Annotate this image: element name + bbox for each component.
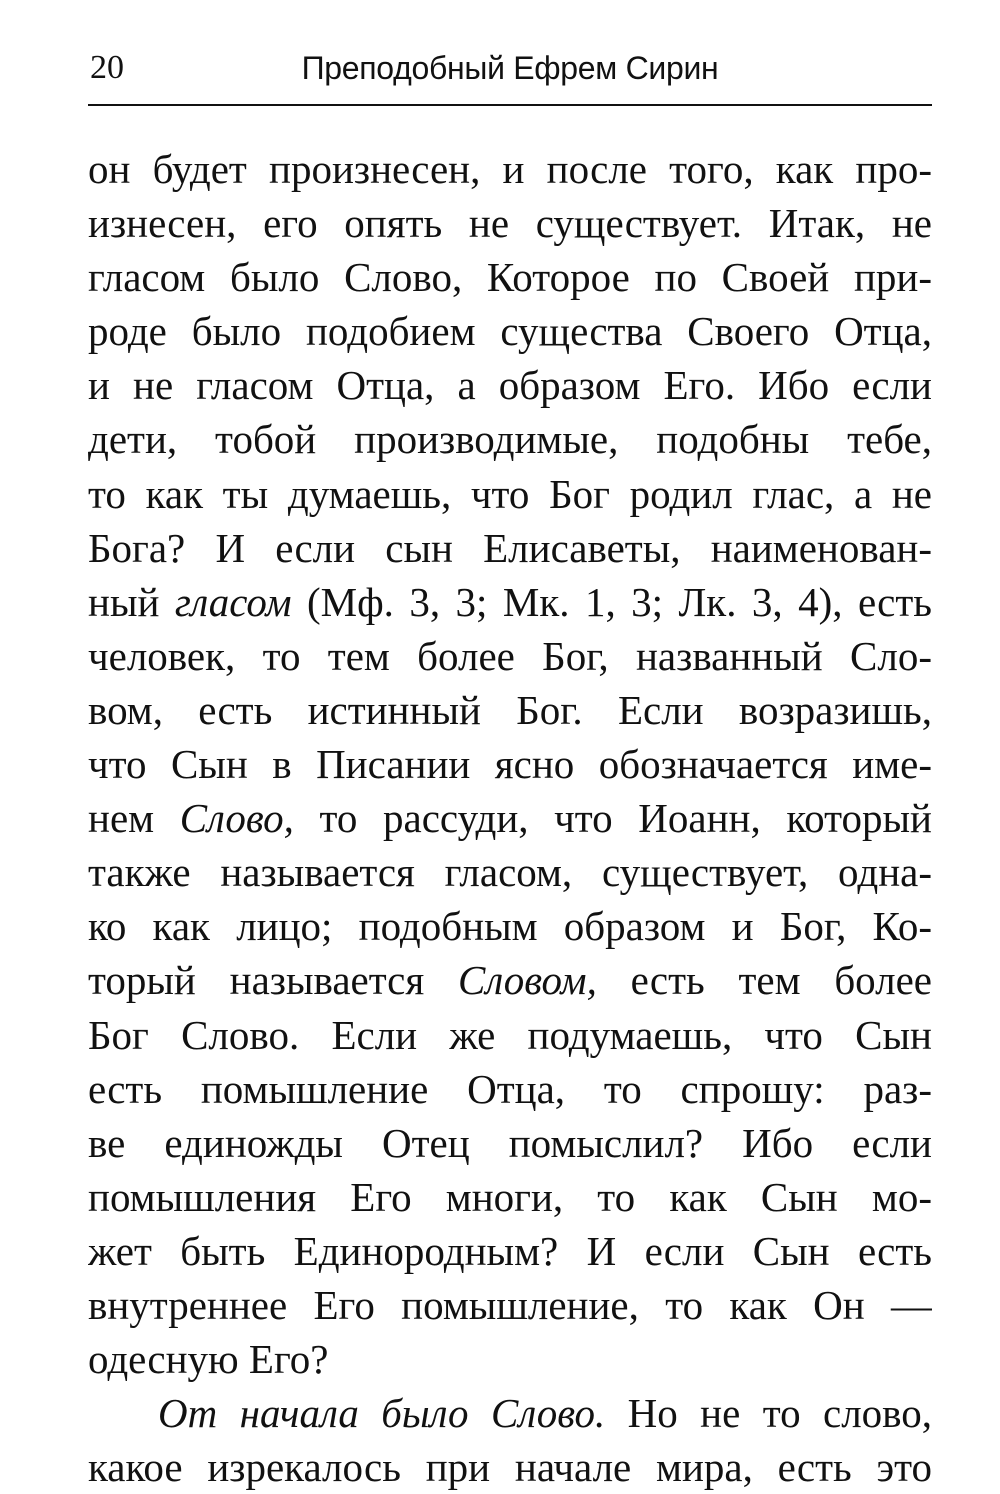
text-line xyxy=(88,1332,932,1386)
text-run: он будет произнесен, и после того, как про- xyxy=(88,146,932,192)
text-line xyxy=(88,1224,932,1278)
header-rule xyxy=(88,104,932,106)
text-line xyxy=(88,1440,932,1494)
text-run: внутреннее Его помышление, то как Он — xyxy=(88,1281,932,1328)
italic-text: Словом, xyxy=(458,957,597,1004)
text-line xyxy=(88,196,932,250)
text-run: одесную Его? xyxy=(88,1336,329,1383)
text-line xyxy=(88,467,932,521)
text-run: (Мф. 3, 3; Мк. 1, 3; Лк. 3, 4), есть xyxy=(291,578,932,625)
text-run: нем xyxy=(88,795,180,842)
text-line xyxy=(88,1386,932,1440)
text-run: вом, есть истинный Бог. Если возразишь, xyxy=(88,686,932,733)
text-run: какое изрекалось при начале мира, есть это xyxy=(88,1444,932,1491)
text-line xyxy=(88,1170,932,1224)
text-run: Бог Слово. Если же подумаешь, что Сын xyxy=(88,1011,932,1058)
text-line xyxy=(88,953,932,1007)
text-line xyxy=(88,412,932,466)
text-run: изнесен, его опять не существует. Итак, не xyxy=(88,200,932,247)
text-run: Но не то слово, xyxy=(605,1390,932,1437)
italic-text: гласом xyxy=(174,578,292,625)
text-line xyxy=(88,250,932,304)
text-line xyxy=(88,845,932,899)
text-line xyxy=(88,629,932,683)
text-run: есть тем более xyxy=(596,957,932,1004)
text-run: то рассуди, что Иоанн, который xyxy=(293,795,932,842)
text-run: ный xyxy=(88,578,175,625)
italic-text: Слово, xyxy=(179,795,294,842)
text-line xyxy=(88,1278,932,1332)
book-page xyxy=(88,40,932,1494)
italic-text: От начала было Слово. xyxy=(158,1390,606,1437)
page-number: 20 xyxy=(90,49,124,86)
text-run: Бога? И если сын Елисаветы, наименован- xyxy=(88,524,932,571)
text-run: торый называется xyxy=(88,957,459,1004)
running-header xyxy=(88,40,932,102)
text-line xyxy=(88,1116,932,1170)
text-line xyxy=(88,575,932,629)
text-run: также называется гласом, существует, одна- xyxy=(88,849,932,896)
body-text xyxy=(88,142,932,1494)
text-run: есть помышление Отца, то спрошу: раз- xyxy=(88,1065,932,1112)
text-run: ко как лицо; подобным образом и Бог, Ко- xyxy=(88,903,932,950)
text-line xyxy=(88,142,932,196)
text-run: гласом было Слово, Которое по Своей при- xyxy=(88,254,932,301)
text-run: ве единожды Отец помыслил? Ибо если xyxy=(88,1119,932,1166)
text-run: помышления Его многи, то как Сын мо- xyxy=(88,1173,932,1220)
text-run: роде было подобием существа Своего Отца, xyxy=(88,308,932,355)
text-run: что Сын в Писании ясно обозначается име- xyxy=(88,741,932,788)
text-run: человек, то тем более Бог, названный Сло- xyxy=(88,632,932,679)
text-run: жет быть Единородным? И если Сын есть xyxy=(88,1227,932,1274)
text-line xyxy=(88,683,932,737)
text-run: то как ты думаешь, что Бог родил глас, а не xyxy=(88,470,932,517)
text-line xyxy=(88,521,932,575)
text-line xyxy=(88,791,932,845)
text-line xyxy=(88,1008,932,1062)
text-run: дети, тобой производимые, подобны тебе, xyxy=(88,416,932,463)
text-line xyxy=(88,899,932,953)
text-line xyxy=(88,1062,932,1116)
running-title: Преподобный Ефрем Сирин xyxy=(301,50,719,86)
text-line xyxy=(88,737,932,791)
text-line xyxy=(88,304,932,358)
text-line xyxy=(88,358,932,412)
text-run: и не гласом Отца, а образом Его. Ибо если xyxy=(88,362,932,409)
